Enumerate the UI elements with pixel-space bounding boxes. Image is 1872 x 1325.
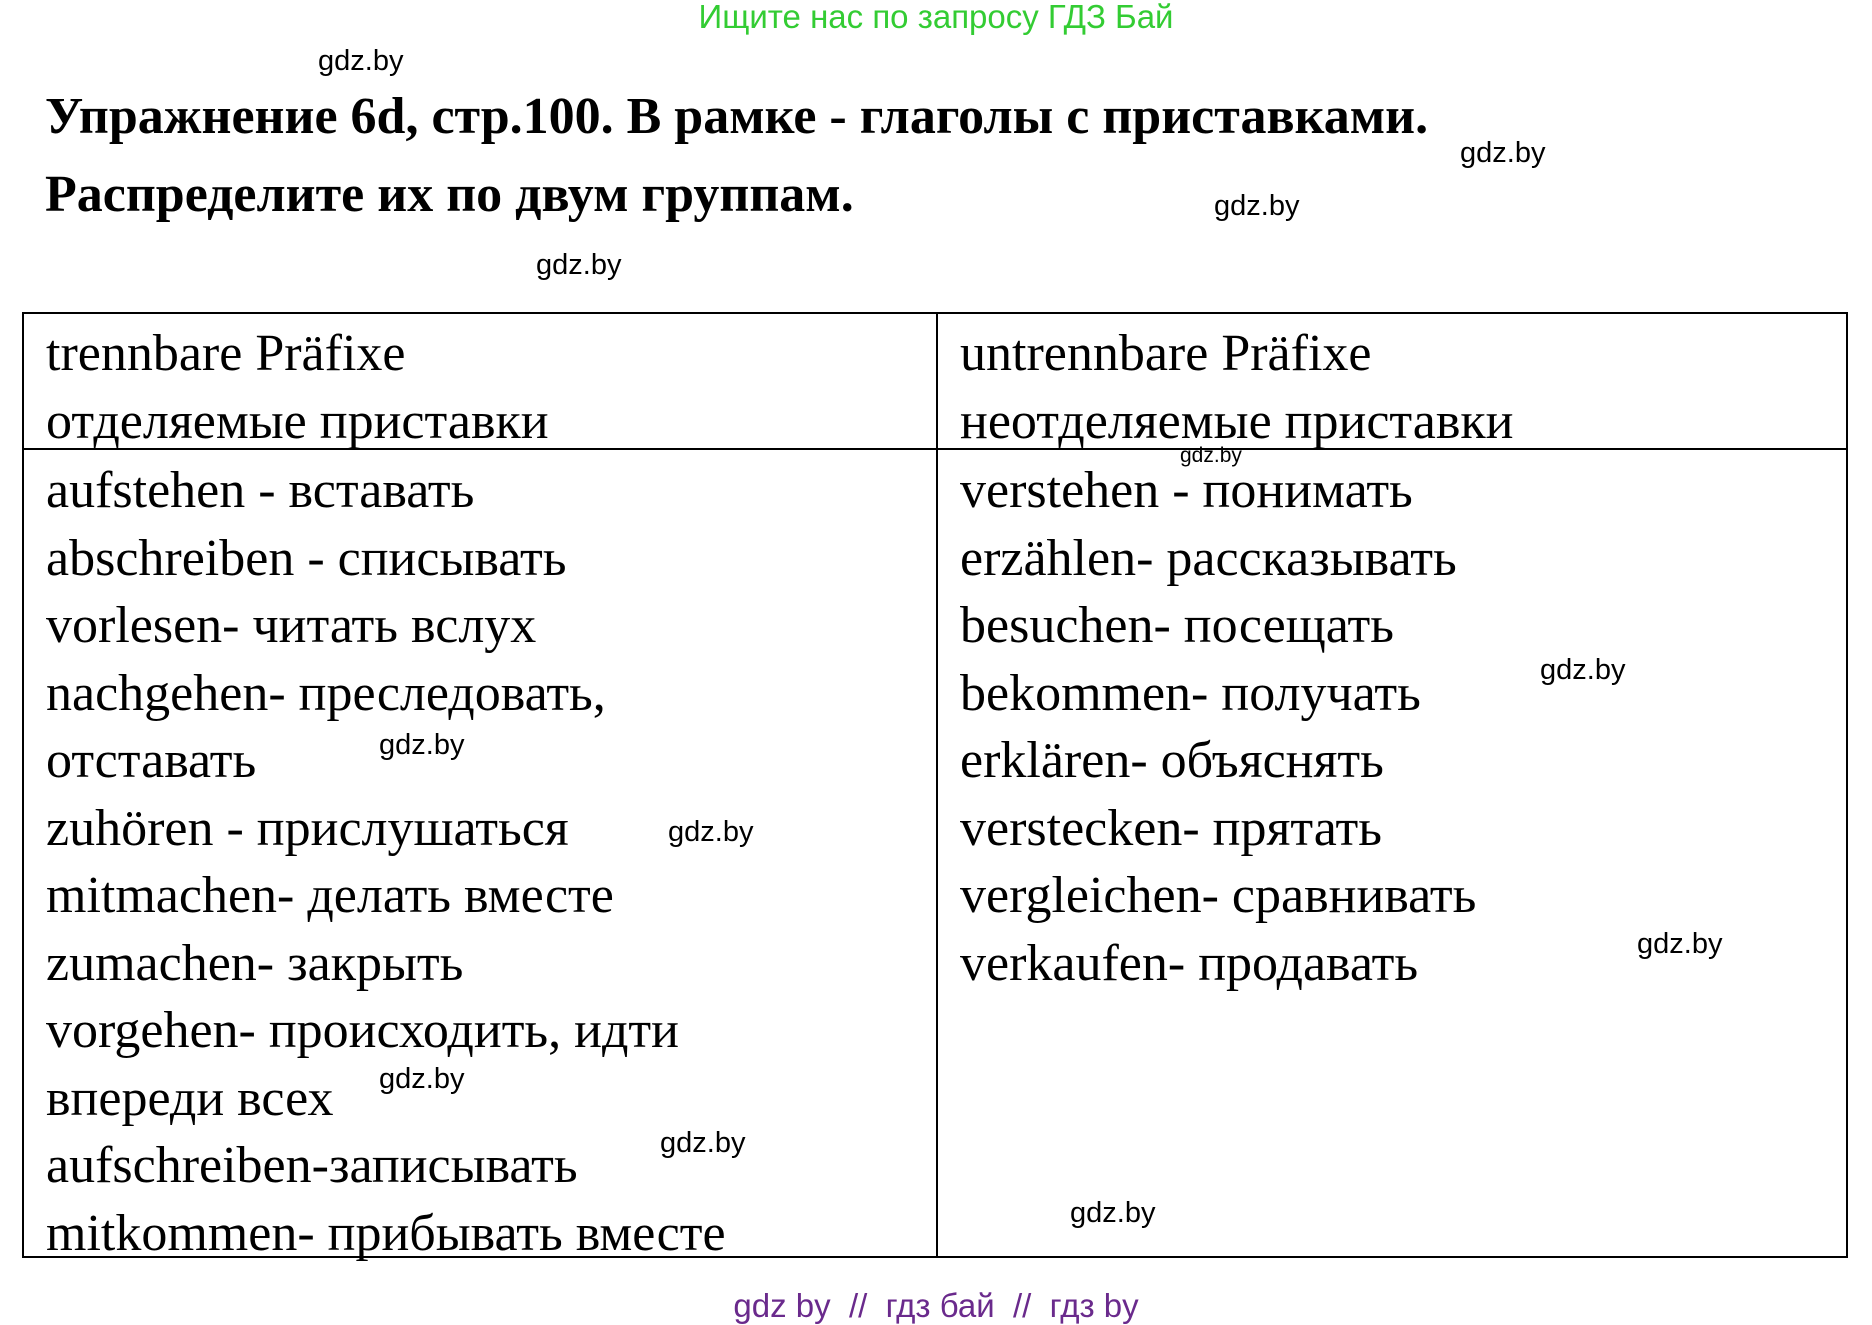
watermark: gdz.by	[1070, 1197, 1156, 1229]
list-item: erzählen- рассказывать	[960, 529, 1457, 587]
watermark: gdz.by	[1540, 654, 1626, 686]
watermark: gdz.by	[379, 729, 465, 761]
left-header-de: trennbare Präfixe	[46, 325, 406, 382]
site-banner: Ищите нас по запросу ГДЗ Бай	[698, 0, 1174, 35]
list-item: verstehen - понимать	[960, 462, 1413, 519]
list-item: nachgehen- преследовать,	[46, 664, 606, 722]
list-item: отставать	[46, 732, 257, 789]
watermark: gdz.by	[536, 249, 622, 281]
heading-line-1: Упражнение 6d, стр.100. В рамке - глаголы с приставками.	[45, 88, 1429, 145]
watermark: gdz.by	[1637, 928, 1723, 960]
left-header-ru: отделяемые приставки	[46, 392, 549, 450]
watermark: gdz.by	[1180, 444, 1242, 467]
right-column-header	[960, 320, 1514, 455]
footer-links: gdz by // гдз бай // гдз by	[733, 1287, 1139, 1324]
list-item: mitkommen- прибывать вместе	[46, 1204, 726, 1262]
separable-verbs-list	[46, 457, 726, 1267]
watermark: gdz.by	[379, 1063, 465, 1095]
list-item: aufschreiben-записывать	[46, 1137, 578, 1194]
prefix-table	[22, 312, 1848, 1262]
list-item: vorgehen- происходить, идти	[46, 1002, 679, 1059]
watermark: gdz.by	[1460, 137, 1546, 169]
column-divider	[936, 314, 938, 1256]
watermark: gdz.by	[668, 816, 754, 848]
list-item: zuhören - прислушаться	[46, 799, 569, 857]
list-item: abschreiben - списывать	[46, 529, 567, 587]
watermark: gdz.by	[318, 45, 404, 77]
list-item: bekommen- получать	[960, 664, 1421, 722]
inseparable-verbs-list	[960, 457, 1476, 997]
heading-line-2: Распределите их по двум группам.	[45, 166, 854, 223]
right-header-ru: неотделяемые приставки	[960, 392, 1514, 450]
list-item: zumachen- закрыть	[46, 934, 464, 992]
watermark: gdz.by	[1214, 190, 1300, 222]
list-item: erklären- объяснять	[960, 732, 1384, 789]
list-item: vergleichen- сравнивать	[960, 867, 1477, 924]
left-column-header	[46, 320, 549, 455]
list-item: verstecken- прятать	[960, 799, 1382, 857]
watermark: gdz.by	[660, 1127, 746, 1159]
list-item: vorlesen- читать вслух	[46, 597, 537, 654]
list-item: aufstehen - вставать	[46, 462, 475, 519]
right-header-de: untrennbare Präfixe	[960, 325, 1372, 382]
list-item: mitmachen- делать вместе	[46, 867, 614, 924]
list-item: verkaufen- продавать	[960, 934, 1419, 992]
list-item: впереди всех	[46, 1069, 334, 1127]
list-item: besuchen- посещать	[960, 597, 1394, 654]
